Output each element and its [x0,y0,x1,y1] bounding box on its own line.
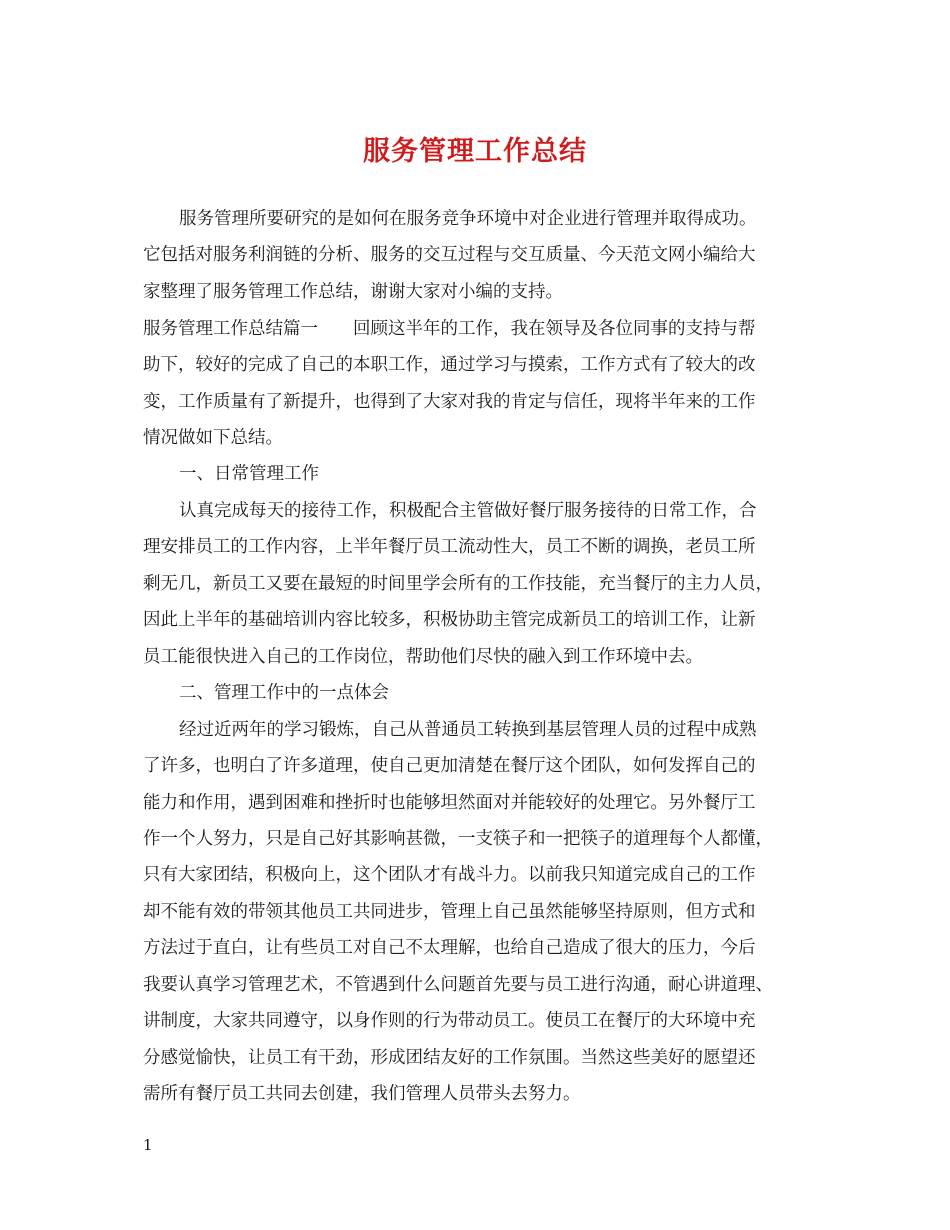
paragraph-line: 助下，较好的完成了自己的本职工作，通过学习与摸索，工作方式有了较大的改 [143,355,756,375]
intro-line-1: 服务管理所要研究的是如何在服务竞争环境中对企业进行管理并取得成功。 [179,209,757,229]
paragraph-line: 变，工作质量有了新提升，也得到了大家对我的肯定与信任，现将半年来的工作 [143,392,756,412]
page-number: 1 [143,1136,153,1154]
paragraph-line: 理安排员工的工作内容，上半年餐厅员工流动性大，员工不断的调换，老员工所 [143,537,756,557]
document-title: 服务管理工作总结 [363,136,587,167]
paragraph-line: 需所有餐厅员工共同去创建，我们管理人员带头去努力。 [143,1084,581,1104]
paragraph-line: 了许多，也明白了许多道理，使自己更加清楚在餐厅这个团队，如何发挥自己的 [143,756,756,776]
paragraph-line: 作一个人努力，只是自己好其影响甚微，一支筷子和一把筷子的道理每个人都懂， [143,829,773,849]
paragraph-line: 能力和作用，遇到困难和挫折时也能够坦然面对并能较好的处理它。另外餐厅工 [143,793,756,813]
paragraph-line: 只有大家团结，积极向上，这个团队才有战斗力。以前我只知道完成自己的工作 [143,865,756,885]
paragraph-line: 认真完成每天的接待工作，积极配合主管做好餐厅服务接待的日常工作，合 [179,501,757,521]
intro-line-3: 家整理了服务管理工作总结，谢谢大家对小编的支持。 [143,282,563,302]
intro-line-2: 它包括对服务利润链的分析、服务的交互过程与交互质量、今天范文网小编给大 [143,245,756,265]
paragraph-line: 我要认真学习管理艺术，不管遇到什么问题首先要与员工进行沟通，耐心讲道理、 [143,975,773,995]
paragraph-line: 员工能很快进入自己的工作岗位，帮助他们尽快的融入到工作环境中去。 [143,647,703,667]
paragraph-line: 剩无几，新员工又要在最短的时间里学会所有的工作技能，充当餐厅的主力人员， [143,574,773,594]
paragraph-line: 因此上半年的基础培训内容比较多，积极协助主管完成新员工的培训工作，让新 [143,610,756,630]
paragraph-line: 分感觉愉快，让员工有干劲，形成团结友好的工作氛围。当然这些美好的愿望还 [143,1048,756,1068]
paragraph-line: 经过近两年的学习锻炼，自己从普通员工转换到基层管理人员的过程中成熟 [179,720,757,740]
paragraph-line: 却不能有效的带领其他员工共同进步，管理上自己虽然能够坚持原则，但方式和 [143,902,756,922]
paragraph-line: 情况做如下总结。 [143,428,283,448]
subheading-daily-management: 一、日常管理工作 [179,464,319,484]
subheading-management-experience: 二、管理工作中的一点体会 [179,683,389,703]
paragraph-line: 方法过于直白，让有些员工对自己不太理解，也给自己造成了很大的压力，今后 [143,938,756,958]
section-heading-part-one: 服务管理工作总结篇一 回顾这半年的工作，我在领导及各位同事的支持与帮 [143,319,756,339]
paragraph-line: 讲制度，大家共同遵守，以身作则的行为带动员工。使员工在餐厅的大环境中充 [143,1011,756,1031]
